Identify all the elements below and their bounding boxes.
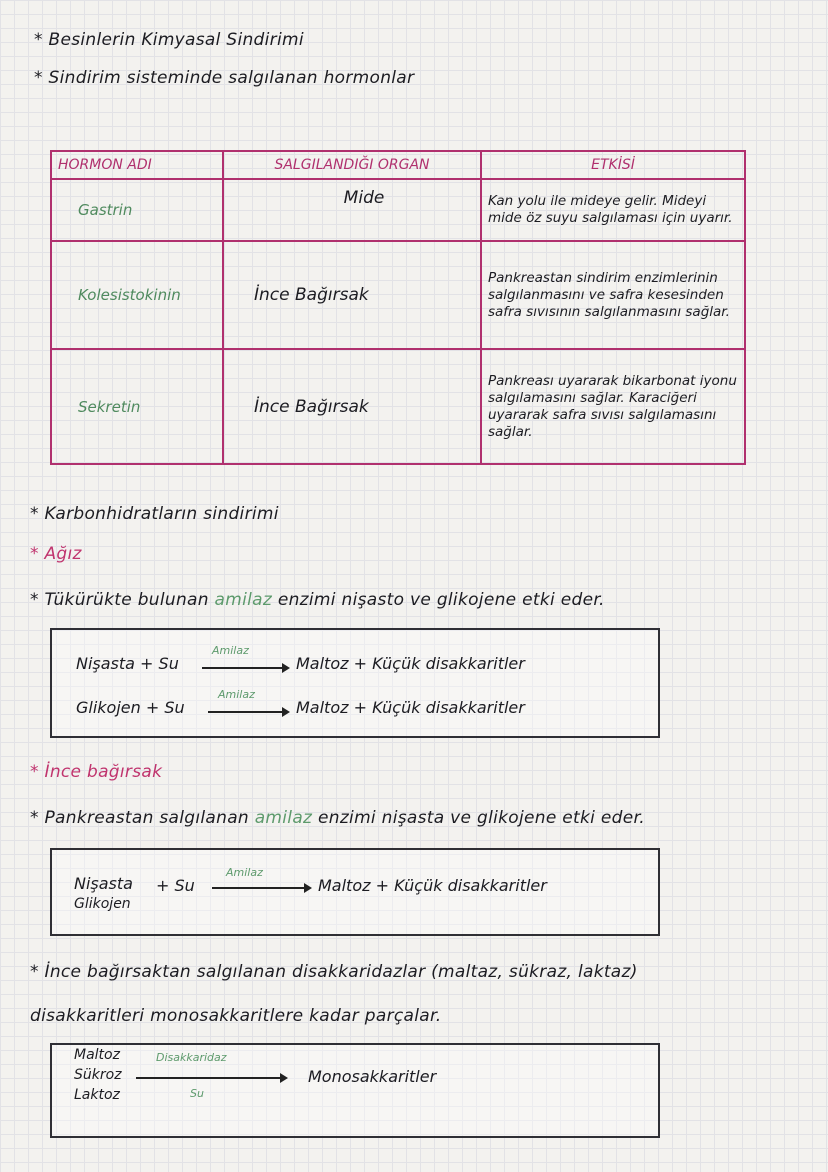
reactant: Sükroz — [74, 1067, 122, 1083]
equation-box-mouth — [50, 628, 660, 738]
arrow-icon — [202, 667, 288, 669]
products: Maltoz + Küçük disakkaritler — [296, 698, 525, 717]
enzyme-label: Amilaz — [212, 644, 249, 657]
text: * Pankreastan salgılanan — [30, 808, 255, 828]
disaccharidase-text: * İnce bağırsaktan salgılanan disakkaridazlar (maltaz, sükraz, laktaz) — [30, 962, 638, 982]
equation-box-pancreas — [50, 848, 660, 936]
heading-carbohydrates: * Karbonhidratların sindirimi — [30, 504, 279, 524]
enzyme-label: Disakkaridaz — [156, 1051, 227, 1064]
hormone-name: Sekretin — [51, 349, 223, 464]
heading-title: * Besinlerin Kimyasal Sindirimi — [34, 30, 304, 50]
reactant: Nişasta — [74, 874, 133, 893]
table-row — [51, 179, 745, 241]
organ: Mide — [223, 179, 481, 241]
water: + Su — [156, 876, 195, 895]
reactant: Glikojen — [74, 896, 131, 912]
products: Maltoz + Küçük disakkaritler — [296, 654, 525, 673]
reactant: Laktoz — [74, 1087, 120, 1103]
reactants: Nişasta + Su — [76, 654, 179, 673]
hormone-table — [50, 150, 746, 465]
table-row — [51, 241, 745, 349]
table-row — [51, 349, 745, 464]
hormone-name: Gastrin — [51, 179, 223, 241]
arrow-icon — [212, 887, 310, 889]
reactants: Glikojen + Su — [76, 698, 185, 717]
pancreas-text — [30, 808, 645, 828]
organ: İnce Bağırsak — [223, 241, 481, 349]
effect: Pankreastan sindirim enzimlerinin salgılanmasını ve safra kesesinden safra sıvısının salgılanmasını sağlar. — [481, 241, 745, 349]
heading-small-intestine: * İnce bağırsak — [30, 762, 163, 782]
products: Monosakkaritler — [308, 1067, 437, 1086]
equation-box-disaccharides — [50, 1043, 660, 1138]
water-label: Su — [190, 1087, 204, 1100]
enzyme-label: Amilaz — [226, 866, 263, 879]
enzyme-name: amilaz — [254, 808, 313, 828]
heading-mouth: * Ağız — [30, 544, 82, 564]
arrow-icon — [136, 1077, 286, 1079]
enzyme-name: amilaz — [214, 590, 273, 610]
organ: İnce Bağırsak — [223, 349, 481, 464]
text: * Tükürükte bulunan — [30, 590, 215, 610]
reactant: Maltoz — [74, 1047, 120, 1063]
enzyme-label: Amilaz — [218, 688, 255, 701]
heading-hormones: * Sindirim sisteminde salgılanan hormonlar — [34, 68, 415, 88]
products: Maltoz + Küçük disakkaritler — [318, 876, 547, 895]
header-hormone: HORMON ADI — [51, 151, 223, 179]
effect: Kan yolu ile mideye gelir. Mideyi mide öz suyu salgılaması için uyarır. — [481, 179, 745, 241]
header-effect: ETKİSİ — [481, 151, 745, 179]
hormone-name: Kolesistokinin — [51, 241, 223, 349]
saliva-text — [30, 590, 605, 610]
header-organ: SALGILANDIĞI ORGAN — [223, 151, 481, 179]
arrow-icon — [208, 711, 288, 713]
table-header-row — [51, 151, 745, 179]
effect: Pankreası uyararak bikarbonat iyonu salgılamasını sağlar. Karaciğeri uyararak safra sıvısı salgılamasını sağlar. — [481, 349, 745, 464]
text: enzimi nişasta ve glikojene etki eder. — [312, 808, 645, 828]
disaccharidase-text-2: disakkaritleri monosakkaritlere kadar parçalar. — [30, 1006, 442, 1026]
text: enzimi nişasto ve glikojene etki eder. — [272, 590, 605, 610]
